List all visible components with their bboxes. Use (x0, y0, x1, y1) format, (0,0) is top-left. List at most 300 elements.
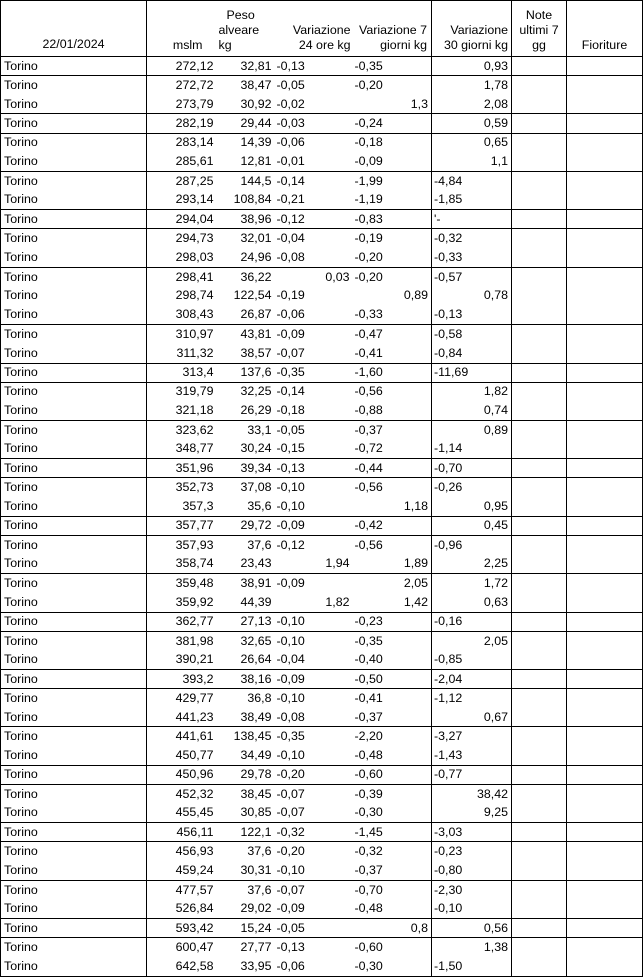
cell-var7[interactable]: -0,72 (354, 441, 383, 456)
cell-peso[interactable]: 32,81 (217, 57, 275, 76)
cell-peso[interactable]: 29,78 (217, 765, 275, 784)
cell-peso[interactable]: 30,24 (240, 441, 272, 456)
cell-var7[interactable]: -0,20 (354, 249, 383, 264)
cell-var30[interactable]: -1,14 (432, 440, 512, 459)
cell-note[interactable] (512, 938, 567, 957)
cell-location[interactable]: Torino (1, 842, 147, 861)
cell-var30[interactable]: -0,85 (432, 650, 512, 669)
cell-peso[interactable]: 34,49 (240, 747, 272, 762)
cell-peso[interactable]: 37,6 (217, 842, 275, 861)
cell-fioriture[interactable] (567, 325, 643, 344)
cell-note[interactable] (512, 842, 567, 861)
cell-var30[interactable]: 1,82 (432, 382, 512, 401)
cell-peso[interactable]: 33,1 (217, 420, 275, 439)
cell-location[interactable]: Torino (1, 555, 147, 574)
cell-var30[interactable]: -0,80 (432, 861, 512, 880)
cell-peso[interactable]: 32,01 (217, 229, 275, 248)
cell-mslm[interactable]: 358,74 (175, 556, 214, 571)
cell-var7[interactable]: -0,30 (353, 957, 432, 976)
cell-var30[interactable]: -0,58 (432, 325, 512, 344)
cell-note[interactable] (512, 420, 567, 439)
cell-var24[interactable]: -0,14 (275, 171, 353, 190)
cell-location[interactable]: Torino (1, 248, 147, 267)
cell-fioriture[interactable] (567, 516, 643, 535)
cell-var24[interactable]: -0,06 (276, 307, 305, 322)
cell-peso[interactable]: 30,92 (240, 96, 272, 111)
header-date[interactable]: 22/01/2024 (1, 1, 147, 57)
cell-mslm[interactable]: 298,03 (175, 249, 214, 264)
cell-peso[interactable]: 15,24 (217, 919, 275, 938)
cell-note[interactable] (512, 746, 567, 765)
cell-var24[interactable]: -0,10 (275, 689, 353, 708)
cell-note[interactable] (512, 689, 567, 708)
cell-note[interactable] (512, 784, 567, 803)
cell-mslm[interactable]: 319,79 (147, 382, 217, 401)
cell-var30[interactable]: 0,78 (432, 286, 512, 305)
cell-mslm[interactable]: 429,77 (147, 689, 217, 708)
cell-fioriture[interactable] (567, 57, 643, 76)
cell-var7[interactable]: -0,09 (354, 154, 383, 169)
cell-var7[interactable]: -1,45 (353, 823, 432, 842)
cell-peso[interactable]: 122,1 (217, 823, 275, 842)
cell-fioriture[interactable] (567, 842, 643, 861)
cell-peso[interactable]: 33,95 (217, 957, 275, 976)
cell-peso[interactable]: 24,96 (240, 249, 272, 264)
cell-peso[interactable]: 138,45 (217, 727, 275, 746)
cell-peso[interactable]: 12,81 (240, 154, 272, 169)
cell-location[interactable]: Torino (1, 574, 147, 593)
cell-mslm[interactable]: 293,14 (175, 192, 214, 207)
cell-var30[interactable]: -0,33 (432, 248, 512, 267)
cell-var30[interactable]: 0,65 (432, 133, 512, 152)
cell-note[interactable] (512, 344, 567, 363)
cell-var30[interactable]: 0,74 (432, 401, 512, 420)
cell-var24[interactable]: -0,12 (275, 210, 353, 229)
cell-location[interactable]: Torino (1, 420, 147, 439)
cell-fioriture[interactable] (567, 708, 643, 727)
cell-var30[interactable]: 0,59 (432, 114, 512, 133)
cell-var7[interactable]: 1,18 (403, 498, 428, 513)
cell-fioriture[interactable] (567, 727, 643, 746)
cell-peso[interactable]: 44,39 (240, 594, 272, 609)
cell-location[interactable]: Torino (1, 459, 147, 478)
cell-var7[interactable]: 1,42 (403, 594, 428, 609)
cell-var24[interactable]: -0,18 (276, 403, 305, 418)
cell-note[interactable] (512, 650, 567, 669)
cell-mslm[interactable]: 357,77 (147, 516, 217, 535)
cell-note[interactable] (512, 152, 567, 171)
cell-var24[interactable]: -0,10 (276, 498, 305, 513)
cell-var24[interactable]: -0,12 (275, 535, 353, 554)
cell-var30[interactable]: -0,84 (432, 344, 512, 363)
cell-location[interactable]: Torino (1, 191, 147, 210)
cell-var30[interactable]: 1,72 (432, 574, 512, 593)
cell-peso[interactable]: 26,87 (240, 307, 272, 322)
cell-mslm[interactable]: 362,77 (147, 612, 217, 631)
cell-location[interactable]: Torino (1, 229, 147, 248)
cell-var30[interactable]: -11,69 (432, 363, 512, 382)
cell-var24[interactable]: -0,09 (275, 325, 353, 344)
cell-var7[interactable]: 1,3 (410, 96, 428, 111)
cell-fioriture[interactable] (567, 612, 643, 631)
cell-peso[interactable]: 43,81 (217, 325, 275, 344)
cell-location[interactable]: Torino (1, 478, 147, 497)
header-var24[interactable] (275, 1, 353, 57)
cell-fioriture[interactable] (567, 478, 643, 497)
cell-note[interactable] (512, 497, 567, 516)
cell-note[interactable] (512, 401, 567, 420)
cell-var24[interactable]: -0,09 (275, 516, 353, 535)
cell-var7[interactable]: -0,32 (353, 842, 432, 861)
header-note[interactable] (512, 1, 567, 57)
cell-location[interactable]: Torino (1, 306, 147, 325)
cell-mslm[interactable]: 294,04 (147, 210, 217, 229)
cell-var30[interactable]: 9,25 (432, 804, 512, 823)
cell-var24[interactable]: -0,04 (275, 229, 353, 248)
header-var7[interactable] (353, 1, 432, 57)
cell-peso[interactable]: 38,57 (240, 345, 272, 360)
cell-mslm[interactable]: 283,14 (147, 133, 217, 152)
cell-var7[interactable]: -0,83 (353, 210, 432, 229)
cell-location[interactable]: Torino (1, 804, 147, 823)
cell-note[interactable] (512, 191, 567, 210)
cell-fioriture[interactable] (567, 650, 643, 669)
cell-note[interactable] (512, 899, 567, 918)
cell-note[interactable] (512, 286, 567, 305)
cell-fioriture[interactable] (567, 114, 643, 133)
cell-var30[interactable]: -0,26 (432, 478, 512, 497)
cell-mslm[interactable]: 393,2 (147, 670, 217, 689)
cell-fioriture[interactable] (567, 593, 643, 612)
cell-var24[interactable]: -0,20 (275, 842, 353, 861)
cell-note[interactable] (512, 957, 567, 976)
cell-var30[interactable]: '- (432, 210, 512, 229)
cell-var30[interactable]: 0,67 (432, 708, 512, 727)
cell-var24[interactable]: -0,10 (276, 862, 305, 877)
cell-location[interactable]: Torino (1, 957, 147, 976)
cell-mslm[interactable]: 294,73 (147, 229, 217, 248)
cell-note[interactable] (512, 440, 567, 459)
cell-fioriture[interactable] (567, 76, 643, 95)
cell-peso[interactable]: 29,02 (240, 901, 272, 916)
cell-mslm[interactable]: 357,93 (147, 535, 217, 554)
cell-var24[interactable]: -0,21 (276, 192, 305, 207)
cell-mslm[interactable]: 459,24 (175, 862, 214, 877)
header-fioriture[interactable]: Fioriture (567, 1, 643, 57)
cell-fioriture[interactable] (567, 880, 643, 899)
cell-mslm[interactable]: 351,96 (147, 459, 217, 478)
cell-var7[interactable]: -0,20 (353, 76, 432, 95)
cell-mslm[interactable]: 348,77 (175, 441, 214, 456)
cell-peso[interactable]: 38,96 (217, 210, 275, 229)
cell-fioriture[interactable] (567, 286, 643, 305)
cell-var24[interactable]: -0,04 (276, 652, 305, 667)
cell-location[interactable]: Torino (1, 440, 147, 459)
cell-var24[interactable]: -0,10 (276, 747, 305, 762)
cell-mslm[interactable]: 359,48 (147, 574, 217, 593)
cell-note[interactable] (512, 555, 567, 574)
cell-var7[interactable]: 0,8 (353, 919, 432, 938)
cell-var24[interactable]: -0,10 (275, 478, 353, 497)
cell-var24[interactable]: -0,08 (276, 249, 305, 264)
cell-var7[interactable]: -1,99 (353, 171, 432, 190)
cell-peso[interactable]: 37,6 (217, 880, 275, 899)
cell-var24[interactable]: -0,19 (276, 288, 305, 303)
header-peso[interactable] (217, 1, 275, 57)
cell-fioriture[interactable] (567, 401, 643, 420)
cell-fioriture[interactable] (567, 382, 643, 401)
cell-var30[interactable]: 1,38 (432, 938, 512, 957)
cell-mslm[interactable]: 441,23 (175, 709, 214, 724)
cell-var7[interactable]: -1,60 (353, 363, 432, 382)
cell-var24[interactable]: 1,82 (325, 594, 350, 609)
cell-var24[interactable]: -0,09 (275, 670, 353, 689)
cell-fioriture[interactable] (567, 459, 643, 478)
cell-var24[interactable]: -0,05 (275, 420, 353, 439)
cell-peso[interactable]: 29,44 (217, 114, 275, 133)
cell-var7[interactable]: -0,37 (353, 420, 432, 439)
cell-peso[interactable]: 37,6 (217, 535, 275, 554)
cell-mslm[interactable]: 452,32 (147, 784, 217, 803)
cell-var24[interactable]: -0,02 (276, 96, 305, 111)
cell-fioriture[interactable] (567, 535, 643, 554)
cell-mslm[interactable]: 298,41 (147, 267, 217, 286)
cell-note[interactable] (512, 210, 567, 229)
cell-var7[interactable]: -0,40 (354, 652, 383, 667)
cell-peso[interactable]: 35,6 (247, 498, 272, 513)
cell-fioriture[interactable] (567, 497, 643, 516)
cell-note[interactable] (512, 804, 567, 823)
cell-location[interactable]: Torino (1, 497, 147, 516)
cell-var24[interactable]: -0,13 (275, 57, 353, 76)
cell-var24[interactable]: -0,03 (275, 114, 353, 133)
cell-var30[interactable]: -2,04 (432, 670, 512, 689)
cell-mslm[interactable]: 321,18 (175, 403, 214, 418)
cell-location[interactable]: Torino (1, 401, 147, 420)
cell-var24[interactable]: -0,08 (276, 709, 305, 724)
cell-location[interactable]: Torino (1, 363, 147, 382)
cell-note[interactable] (512, 535, 567, 554)
cell-fioriture[interactable] (567, 306, 643, 325)
cell-note[interactable] (512, 861, 567, 880)
cell-fioriture[interactable] (567, 804, 643, 823)
cell-var24[interactable]: -0,07 (275, 784, 353, 803)
cell-note[interactable] (512, 459, 567, 478)
cell-location[interactable]: Torino (1, 516, 147, 535)
cell-var24[interactable]: -0,32 (275, 823, 353, 842)
cell-note[interactable] (512, 382, 567, 401)
cell-var7[interactable]: -0,35 (353, 57, 432, 76)
cell-location[interactable]: Torino (1, 899, 147, 918)
cell-note[interactable] (512, 363, 567, 382)
cell-note[interactable] (512, 76, 567, 95)
cell-peso[interactable]: 39,34 (217, 459, 275, 478)
cell-var24[interactable]: -0,14 (275, 382, 353, 401)
cell-var30[interactable]: 1,78 (432, 76, 512, 95)
cell-fioriture[interactable] (567, 555, 643, 574)
cell-peso[interactable]: 122,54 (233, 288, 272, 303)
cell-note[interactable] (512, 727, 567, 746)
cell-var30[interactable]: 1,1 (432, 152, 512, 171)
cell-fioriture[interactable] (567, 823, 643, 842)
cell-location[interactable]: Torino (1, 171, 147, 190)
cell-peso[interactable]: 108,84 (233, 192, 272, 207)
cell-note[interactable] (512, 612, 567, 631)
cell-fioriture[interactable] (567, 784, 643, 803)
cell-var7[interactable]: -0,33 (354, 307, 383, 322)
cell-note[interactable] (512, 114, 567, 133)
cell-var24[interactable]: -0,35 (275, 727, 353, 746)
cell-fioriture[interactable] (567, 670, 643, 689)
cell-var7[interactable]: -0,19 (353, 229, 432, 248)
cell-location[interactable]: Torino (1, 133, 147, 152)
cell-location[interactable]: Torino (1, 57, 147, 76)
cell-note[interactable] (512, 516, 567, 535)
cell-var30[interactable]: 2,08 (432, 95, 512, 114)
cell-peso[interactable]: 32,25 (217, 382, 275, 401)
cell-fioriture[interactable] (567, 191, 643, 210)
cell-mslm[interactable]: 298,74 (175, 288, 214, 303)
cell-var7[interactable]: -0,42 (353, 516, 432, 535)
cell-var24[interactable]: -0,05 (275, 919, 353, 938)
cell-var30[interactable]: -0,70 (432, 459, 512, 478)
cell-fioriture[interactable] (567, 133, 643, 152)
cell-var30[interactable]: 0,93 (432, 57, 512, 76)
cell-peso[interactable]: 32,65 (217, 631, 275, 650)
cell-var30[interactable]: -0,57 (432, 267, 512, 286)
cell-location[interactable]: Torino (1, 593, 147, 612)
cell-peso[interactable]: 38,47 (217, 76, 275, 95)
cell-var24[interactable]: -0,13 (275, 938, 353, 957)
cell-var7[interactable]: -0,37 (354, 709, 383, 724)
cell-var24[interactable]: -0,07 (275, 880, 353, 899)
cell-var30[interactable]: -1,50 (432, 957, 512, 976)
cell-fioriture[interactable] (567, 919, 643, 938)
cell-peso[interactable]: 137,6 (217, 363, 275, 382)
cell-note[interactable] (512, 670, 567, 689)
cell-location[interactable]: Torino (1, 76, 147, 95)
cell-note[interactable] (512, 880, 567, 899)
cell-var30[interactable]: -0,32 (432, 229, 512, 248)
cell-var30[interactable]: 0,56 (432, 919, 512, 938)
cell-location[interactable]: Torino (1, 114, 147, 133)
cell-location[interactable]: Torino (1, 708, 147, 727)
cell-var30[interactable]: -4,84 (432, 171, 512, 190)
cell-location[interactable]: Torino (1, 95, 147, 114)
cell-mslm[interactable]: 455,45 (175, 805, 214, 820)
cell-var30[interactable]: 0,45 (432, 516, 512, 535)
cell-mslm[interactable]: 308,43 (175, 307, 214, 322)
cell-peso[interactable]: 38,16 (217, 670, 275, 689)
cell-var7[interactable]: -0,50 (353, 670, 432, 689)
cell-location[interactable]: Torino (1, 689, 147, 708)
cell-location[interactable]: Torino (1, 535, 147, 554)
cell-fioriture[interactable] (567, 861, 643, 880)
cell-fioriture[interactable] (567, 574, 643, 593)
cell-var24[interactable]: -0,35 (275, 363, 353, 382)
cell-var24[interactable]: -0,07 (276, 805, 305, 820)
cell-fioriture[interactable] (567, 957, 643, 976)
cell-peso[interactable]: 27,77 (217, 938, 275, 957)
cell-note[interactable] (512, 593, 567, 612)
cell-fioriture[interactable] (567, 899, 643, 918)
cell-peso[interactable]: 26,64 (240, 652, 272, 667)
cell-var30[interactable]: -1,12 (432, 689, 512, 708)
cell-note[interactable] (512, 325, 567, 344)
cell-note[interactable] (512, 919, 567, 938)
cell-location[interactable]: Torino (1, 746, 147, 765)
cell-fioriture[interactable] (567, 344, 643, 363)
cell-location[interactable]: Torino (1, 880, 147, 899)
cell-mslm[interactable]: 285,61 (175, 154, 214, 169)
cell-var30[interactable]: -0,23 (432, 842, 512, 861)
cell-peso[interactable]: 37,08 (217, 478, 275, 497)
cell-note[interactable] (512, 306, 567, 325)
cell-var30[interactable]: -1,43 (432, 746, 512, 765)
cell-mslm[interactable]: 359,92 (175, 594, 214, 609)
cell-note[interactable] (512, 248, 567, 267)
cell-mslm[interactable]: 352,73 (147, 478, 217, 497)
cell-var7[interactable]: -0,35 (353, 631, 432, 650)
cell-note[interactable] (512, 631, 567, 650)
cell-mslm[interactable]: 593,42 (147, 919, 217, 938)
cell-mslm[interactable]: 323,62 (147, 420, 217, 439)
cell-location[interactable]: Torino (1, 325, 147, 344)
cell-var30[interactable]: -0,10 (432, 899, 512, 918)
cell-location[interactable]: Torino (1, 670, 147, 689)
cell-var24[interactable]: -0,09 (276, 901, 305, 916)
cell-location[interactable]: Torino (1, 784, 147, 803)
cell-var24[interactable]: -0,06 (275, 133, 353, 152)
cell-note[interactable] (512, 267, 567, 286)
cell-note[interactable] (512, 478, 567, 497)
cell-var30[interactable]: -0,13 (432, 306, 512, 325)
cell-var24[interactable]: -0,06 (275, 957, 353, 976)
cell-peso[interactable]: 38,45 (217, 784, 275, 803)
cell-var24[interactable]: -0,07 (276, 345, 305, 360)
cell-note[interactable] (512, 95, 567, 114)
cell-var7[interactable]: -0,60 (353, 938, 432, 957)
cell-mslm[interactable]: 600,47 (147, 938, 217, 957)
cell-mslm[interactable]: 441,61 (147, 727, 217, 746)
cell-mslm[interactable]: 456,11 (147, 823, 217, 842)
cell-var7[interactable]: 2,05 (353, 574, 432, 593)
cell-var24[interactable]: -0,10 (275, 631, 353, 650)
cell-var30[interactable]: -3,27 (432, 727, 512, 746)
cell-var30[interactable]: 0,89 (432, 420, 512, 439)
cell-peso[interactable]: 36,8 (217, 689, 275, 708)
cell-fioriture[interactable] (567, 689, 643, 708)
cell-var7[interactable]: -0,48 (354, 901, 383, 916)
cell-mslm[interactable]: 642,58 (147, 957, 217, 976)
cell-fioriture[interactable] (567, 420, 643, 439)
cell-fioriture[interactable] (567, 229, 643, 248)
cell-peso[interactable]: 36,22 (217, 267, 275, 286)
cell-location[interactable]: Torino (1, 286, 147, 305)
cell-var30[interactable]: 0,63 (432, 593, 512, 612)
cell-mslm[interactable]: 310,97 (147, 325, 217, 344)
cell-note[interactable] (512, 229, 567, 248)
cell-var30[interactable]: -3,03 (432, 823, 512, 842)
cell-var30[interactable]: -0,16 (432, 612, 512, 631)
cell-var7[interactable]: -0,88 (354, 403, 383, 418)
cell-var30[interactable]: 2,25 (432, 555, 512, 574)
cell-fioriture[interactable] (567, 267, 643, 286)
cell-note[interactable] (512, 574, 567, 593)
cell-note[interactable] (512, 765, 567, 784)
cell-mslm[interactable]: 450,96 (147, 765, 217, 784)
cell-mslm[interactable]: 526,84 (175, 901, 214, 916)
